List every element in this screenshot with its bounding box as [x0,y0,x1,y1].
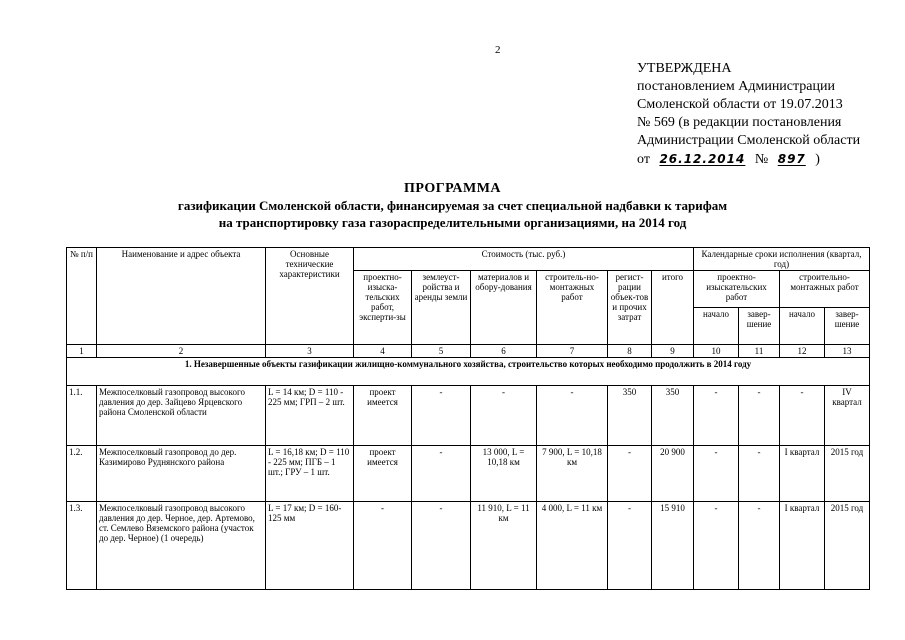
row-name: Межпоселковый газопровод до дер. Казимирово Руднянского района [97,446,266,502]
row-specs: L = 14 км; D = 110 - 225 мм; ГРП – 2 шт. [266,386,354,446]
col-number: 8 [608,345,652,358]
table-row [67,446,870,502]
row-construction: 7 900, L = 10,18 км [537,446,608,502]
section-heading: 1. Незавершенные объекты газификации жилищно-коммунального хозяйства, строительство которых необходимо продолжить в 2014 году [67,358,870,386]
row-constr-start: I квартал [780,502,825,590]
approval-date-handwritten: 26.12.2014 [659,152,746,166]
header-num: № п/п [67,248,97,345]
header-registration: регист-рации объек-тов и прочих затрат [608,271,652,345]
row-specs: L = 17 км; D = 160-125 мм [266,502,354,590]
header-land: землеуст-ройства и аренды земли [412,271,471,345]
row-constr-start: - [780,386,825,446]
header-name: Наименование и адрес объекта [97,248,266,345]
col-number: 3 [266,345,354,358]
col-number: 5 [412,345,471,358]
approval-stamp [637,60,902,169]
approval-line-3: № 569 (в редакции постановления [637,115,842,130]
header-construction: строитель-но-монтажных работ [537,271,608,345]
approval-date-prefix: от [637,152,650,167]
row-registration: 350 [608,386,652,446]
row-name: Межпоселковый газопровод высокого давления до дер. Зайцево Ярцевского района Смоленской области [97,386,266,446]
header-construction-works: строительно-монтажных работ [780,271,870,308]
row-materials: - [471,386,537,446]
col-number: 10 [694,345,739,358]
row-registration: - [608,446,652,502]
row-design-end: - [739,502,780,590]
col-number: 4 [354,345,412,358]
row-design-start: - [694,502,739,590]
row-construction: 4 000, L = 11 км [537,502,608,590]
col-number: 12 [780,345,825,358]
header-design-works: проектно-изыскательских работ [694,271,780,308]
row-num: 1.3. [67,502,97,590]
row-design: - [354,502,412,590]
approval-number-handwritten: 897 [777,152,806,166]
row-land: - [412,502,471,590]
col-number: 6 [471,345,537,358]
row-constr-start: I квартал [780,446,825,502]
row-construction: - [537,386,608,446]
col-number: 13 [825,345,870,358]
document-title [0,180,905,231]
title-line-2: газификации Смоленской области, финансируемая за счет специальной надбавки к тарифам [177,198,728,213]
table-row [67,386,870,446]
row-design: проект имеется [354,386,412,446]
header-constr-end: завер-шение [825,308,870,345]
col-number: 2 [97,345,266,358]
row-design-end: - [739,446,780,502]
col-number: 9 [652,345,694,358]
row-num: 1.1. [67,386,97,446]
row-total: 15 910 [652,502,694,590]
row-land: - [412,386,471,446]
row-design-start: - [694,386,739,446]
row-total: 350 [652,386,694,446]
title-line-3: на транспортировку газа газораспределительными организациями, на 2014 год [218,215,687,230]
column-numbers-row [67,345,870,358]
approval-number-prefix: № [754,152,769,167]
row-design-start: - [694,446,739,502]
page-number: 2 [495,44,501,56]
header-design: проектно-изыска-тельских работ, эксперти-зы [354,271,412,345]
row-registration: - [608,502,652,590]
table-row [67,502,870,590]
row-num: 1.2. [67,446,97,502]
row-design: проект имеется [354,446,412,502]
col-number: 7 [537,345,608,358]
row-design-end: - [739,386,780,446]
approval-date-line [637,150,902,169]
header-design-start: начало [694,308,739,345]
col-number: 11 [739,345,780,358]
header-calendar: Календарные сроки исполнения (квартал, год) [694,248,870,271]
row-constr-end: IV квартал [825,386,870,446]
header-constr-start: начало [780,308,825,345]
program-table [66,247,870,590]
row-materials: 13 000, L = 10,18 км [471,446,537,502]
approval-line-1: постановлением Администрации [637,79,835,94]
approval-title: УТВЕРЖДЕНА [637,61,732,76]
row-constr-end: 2015 год [825,446,870,502]
header-specs: Основные технические характеристики [266,248,354,345]
approval-line-2: Смоленской области от 19.07.2013 [637,97,843,112]
approval-closing: ) [815,152,820,167]
row-name: Межпоселковый газопровод высокого давления до дер. Черное, дер. Артемово, ст. Семлево Вяземского района (участок до дер. Черное) (1 очередь) [97,502,266,590]
header-total: итого [652,271,694,345]
header-design-end: завер-шение [739,308,780,345]
header-materials: материалов и обору-дования [471,271,537,345]
row-constr-end: 2015 год [825,502,870,590]
header-cost: Стоимость (тыс. руб.) [354,248,694,271]
col-number: 1 [67,345,97,358]
title-line-1: ПРОГРАММА [403,181,502,196]
row-materials: 11 910, L = 11 км [471,502,537,590]
approval-line-4: Администрации Смоленской области [637,133,861,148]
row-total: 20 900 [652,446,694,502]
row-land: - [412,446,471,502]
row-specs: L = 16,18 км; D = 110 - 225 мм; ПГБ – 1 шт.; ГРУ – 1 шт. [266,446,354,502]
